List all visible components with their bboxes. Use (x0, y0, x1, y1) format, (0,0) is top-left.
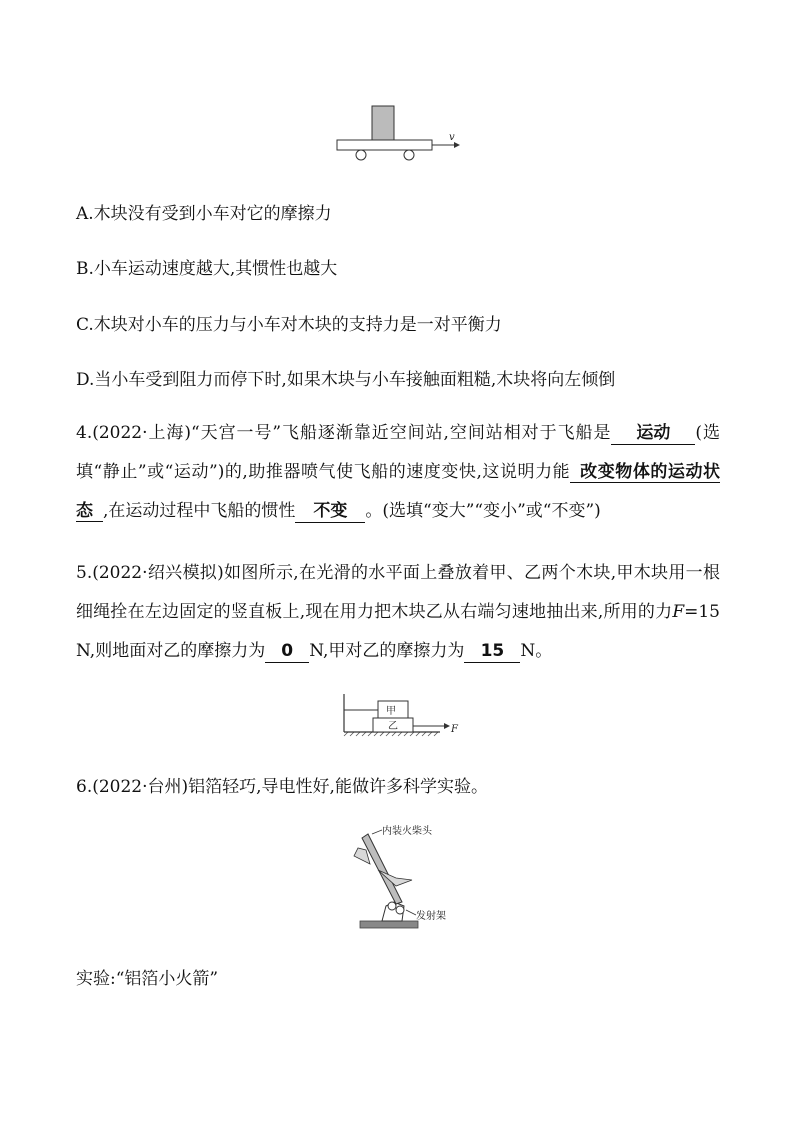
cart-body (337, 140, 432, 150)
q5-text-4: N。 (520, 641, 553, 661)
q4-text-4: 。(选填“变大”“变小”或“不变”) (365, 501, 601, 521)
block-yi-label: 乙 (388, 721, 398, 732)
launcher-base (360, 921, 418, 928)
wood-block (372, 106, 394, 140)
label-bottom-leader (406, 910, 416, 915)
cart-figure (330, 100, 470, 166)
q4-text-1: 4.(2022·上海)“天宫一号”飞船逐渐靠近空间站,空间站相对于飞船是 (76, 423, 612, 443)
cart-wheel-right (404, 150, 414, 160)
q4-answer-1: 运动 (611, 422, 695, 445)
q5-answer-2: 15 (464, 640, 520, 663)
q4-answer-2: 改变物体的运动状态 (76, 462, 721, 521)
option-c: C.木块对小车的压力与小车对木块的支持力是一对平衡力 (76, 315, 502, 335)
option-a: A.木块没有受到小车对它的摩擦力 (76, 204, 332, 224)
velocity-arrowhead (454, 142, 460, 148)
rocket-fin-left (354, 848, 370, 864)
q5-answer-1: 0 (265, 640, 309, 663)
cart-wheel-left (356, 150, 366, 160)
force-label: F (451, 724, 458, 735)
launcher-stand (382, 902, 404, 921)
q4-answer-3: 不变 (295, 500, 365, 523)
q4-text-3: ,在运动过程中飞船的惯性 (103, 501, 296, 521)
rocket-figure (340, 822, 480, 932)
velocity-label: v (449, 132, 455, 143)
label-match-heads: 内装火柴头 (382, 826, 432, 837)
label-top-leader (372, 830, 382, 834)
experiment-title: 实验:“铝箔小火箭” (76, 969, 219, 989)
question-6: 6.(2022·台州)铝箔轻巧,导电性好,能做许多科学实验。 (76, 777, 488, 797)
force-arrowhead (444, 723, 450, 729)
blocks-figure (336, 688, 468, 744)
q5-text-1: 5.(2022·绍兴模拟)如图所示,在光滑的水平面上叠放着甲、乙两个木块,甲木块用一根细绳拴在左边固定的竖直板上,现在用力把木块乙从右端匀速地抽出来,所用的力 (76, 563, 720, 622)
question-5 (76, 554, 720, 671)
block-jia-label: 甲 (386, 706, 396, 717)
q5-text-2: =15 N,则地面对乙的摩擦力为 (76, 602, 720, 661)
label-launcher: 发射架 (416, 911, 446, 922)
option-d: D.当小车受到阻力而停下时,如果木块与小车接触面粗糙,木块将向左倾倒 (76, 370, 616, 390)
q5-force-symbol: F (672, 602, 685, 622)
option-b: B.小车运动速度越大,其惯性也越大 (76, 259, 338, 279)
question-4 (76, 414, 720, 531)
q5-text-3: N,甲对乙的摩擦力为 (309, 641, 465, 661)
launcher-rod (362, 834, 402, 904)
q4-text-2: (选填“静止”或“运动”)的,助推器喷气使飞船的速度变快,这说明力能 (76, 423, 721, 482)
